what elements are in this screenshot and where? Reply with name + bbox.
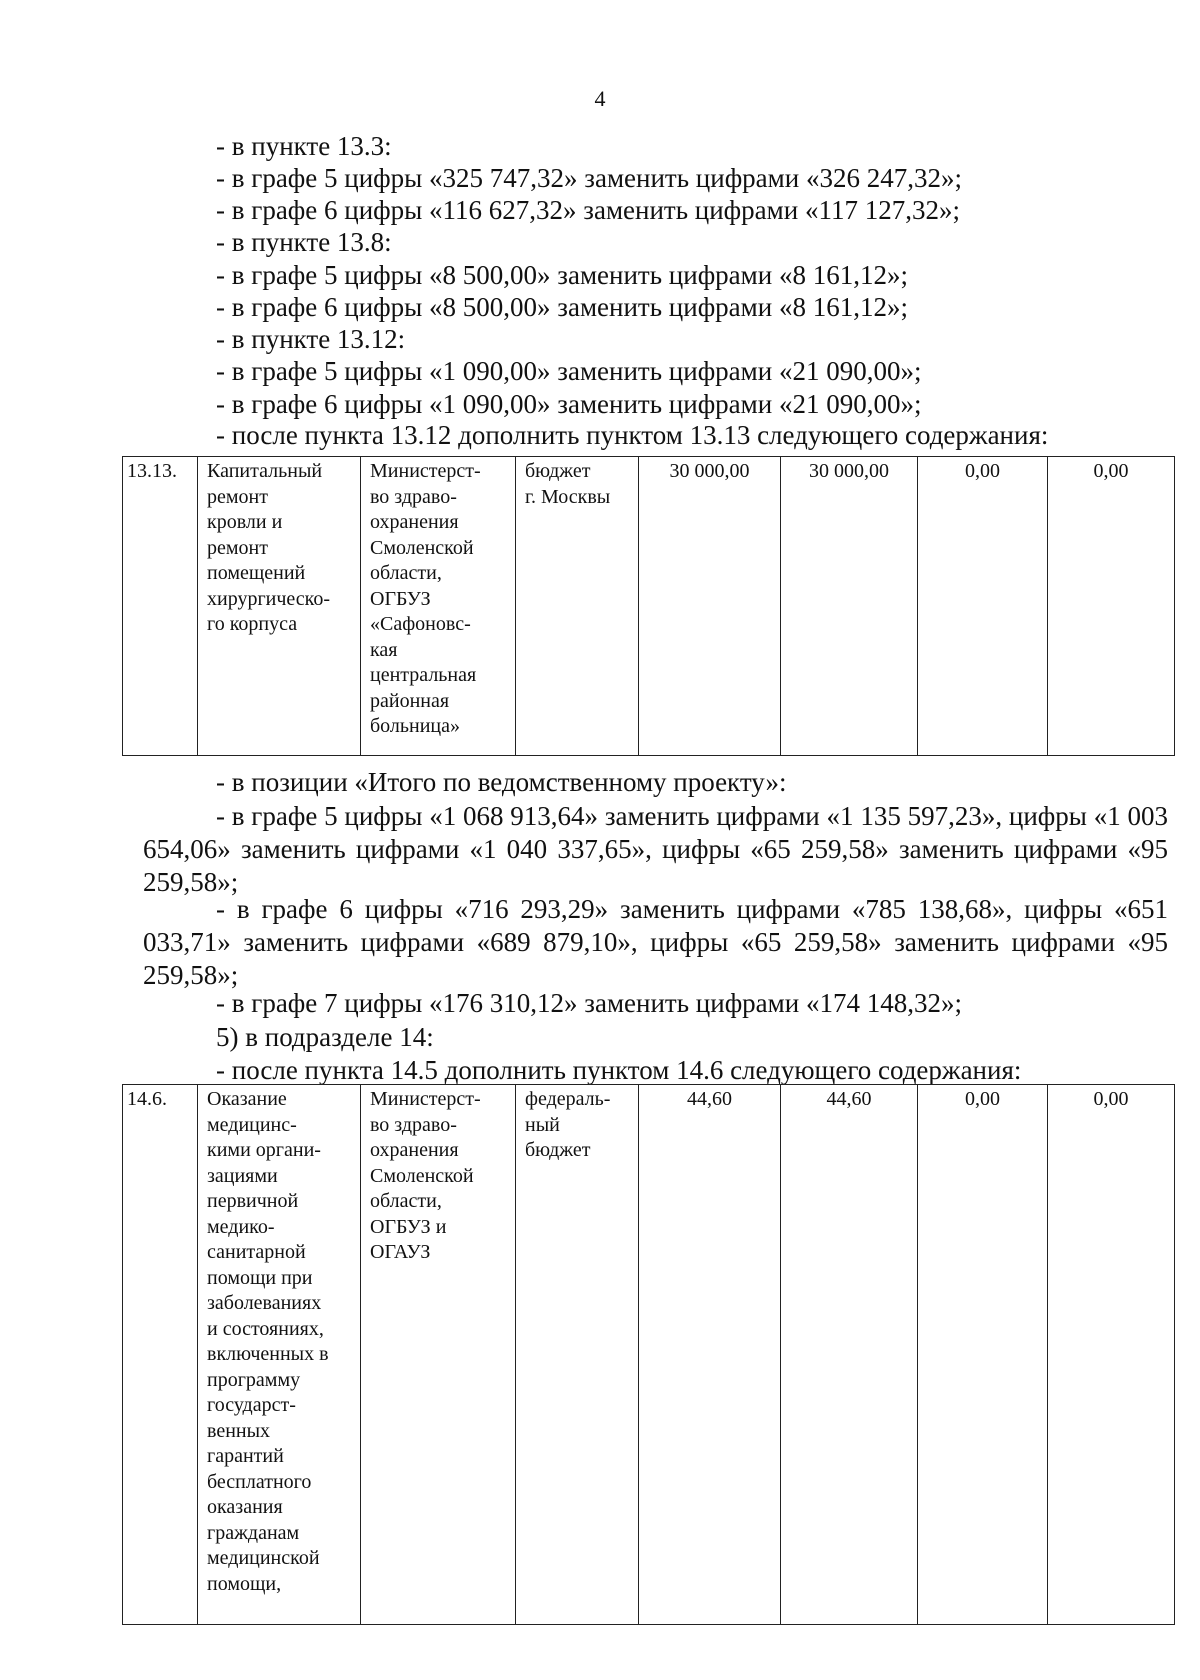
item-number: 13.13. — [123, 457, 198, 756]
text-line: - после пункта 13.12 дополнить пунктом 13.13 следующего содержания: — [216, 420, 1049, 450]
item-col7-value: 0,00 — [918, 457, 1048, 756]
item-col7-value: 0,00 — [918, 1085, 1048, 1625]
page-number: 4 — [594, 86, 606, 111]
item-col8-value: 0,00 — [1048, 1085, 1175, 1625]
text-line: - в графе 5 цифры «1 090,00» заменить цифрами «21 090,00»; — [216, 356, 922, 386]
item-col6-value: 30 000,00 — [781, 457, 918, 756]
item-col8-value: 0,00 — [1048, 457, 1175, 756]
text-line: - в позиции «Итого по ведомственному проекту»: — [216, 767, 787, 797]
item-col5-value: 44,60 — [639, 1085, 781, 1625]
table-row — [123, 457, 1175, 756]
item-description: Капитальный ремонт кровли и ремонт помещений хирургическо- го корпуса — [198, 457, 361, 756]
item-funding-source: бюджет г. Москвы — [516, 457, 639, 756]
text-line: - в графе 5 цифры «325 747,32» заменить цифрами «326 247,32»; — [216, 163, 962, 193]
item-col6-value: 44,60 — [781, 1085, 918, 1625]
text-line: 5) в подразделе 14: — [216, 1022, 434, 1052]
text-line: - в пункте 13.12: — [216, 324, 406, 354]
item-description: Оказание медицинс- кими органи- зациями первичной медико- санитарной помощи при заболеваниях и состояниях, включенных в программу государст- венных гарантий бесплатного оказания гражданам медицинской помощи, — [198, 1085, 361, 1625]
item-col5-value: 30 000,00 — [639, 457, 781, 756]
text-line: - в графе 6 цифры «8 500,00» заменить цифрами «8 161,12»; — [216, 292, 908, 322]
item-funding-source: федераль- ный бюджет — [516, 1085, 639, 1625]
paragraph-column-5: - в графе 5 цифры «1 068 913,64» заменить цифрами «1 135 597,23», цифры «1 003 654,06» заменить цифрами «1 040 337,65», цифры «65 259,58» заменить цифрами «95 259,58»; — [143, 801, 1168, 897]
item-executor: Министерст- во здраво- охранения Смоленской области, ОГБУЗ «Сафоновс- кая центральная районная больница» — [361, 457, 516, 756]
paragraph-column-6: - в графе 6 цифры «716 293,29» заменить цифрами «785 138,68», цифры «651 033,71» заменить цифрами «689 879,10», цифры «65 259,58» заменить цифрами «95 259,58»; — [143, 894, 1168, 990]
text-line: - в пункте 13.8: — [216, 227, 392, 257]
text-line: - в пункте 13.3: — [216, 131, 392, 161]
text-line: - в графе 7 цифры «176 310,12» заменить цифрами «174 148,32»; — [216, 988, 962, 1018]
table-item-14-6 — [122, 1084, 1175, 1625]
text-line: - в графе 5 цифры «8 500,00» заменить цифрами «8 161,12»; — [216, 260, 908, 290]
text-line: - в графе 6 цифры «116 627,32» заменить цифрами «117 127,32»; — [216, 195, 960, 225]
text-line: - в графе 6 цифры «1 090,00» заменить цифрами «21 090,00»; — [216, 389, 922, 419]
table-item-13-13 — [122, 456, 1175, 756]
table-row — [123, 1085, 1175, 1625]
item-number: 14.6. — [123, 1085, 198, 1625]
item-executor: Министерст- во здраво- охранения Смоленской области, ОГБУЗ и ОГАУЗ — [361, 1085, 516, 1625]
text-line: - после пункта 14.5 дополнить пунктом 14.6 следующего содержания: — [216, 1055, 1022, 1085]
